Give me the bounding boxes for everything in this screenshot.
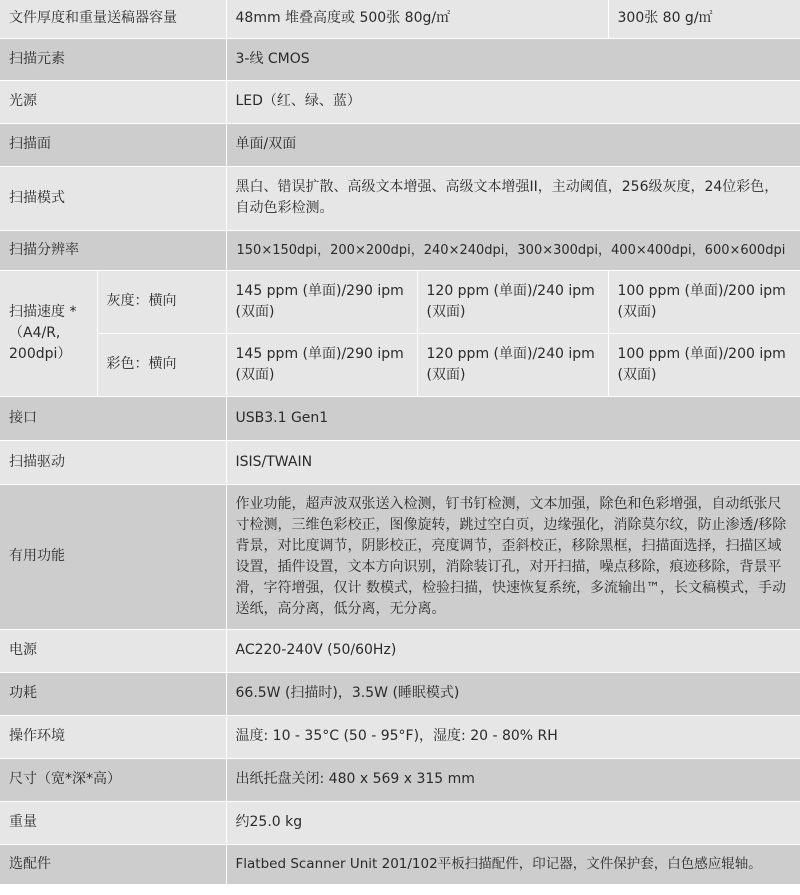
value-power: AC220-240V (50/60Hz)	[226, 629, 800, 672]
label-features: 有用功能	[0, 484, 226, 629]
value-speed-color-1: 145 ppm (单面)/290 ipm (双面)	[226, 333, 417, 396]
row-speed-color	[0, 333, 800, 396]
label-capacity: 文件厚度和重量送稿器容量	[0, 0, 226, 38]
label-environment: 操作环境	[0, 715, 226, 758]
value-resolution: 150×150dpi，200×200dpi，240×240dpi，300×300dpi，400×400dpi，600×600dpi	[226, 230, 800, 270]
row-power	[0, 629, 800, 672]
value-weight: 约25.0 kg	[226, 801, 800, 844]
row-resolution	[0, 230, 800, 270]
value-options: Flatbed Scanner Unit 201/102平板扫描配件，印记器，文件保护套，白色感应辊轴。	[226, 844, 800, 884]
value-capacity-a: 48mm 堆叠高度或 500张 80g/㎡	[226, 0, 608, 38]
label-speed-gray: 灰度：横向	[97, 270, 226, 333]
label-resolution: 扫描分辨率	[0, 230, 226, 270]
value-scan-side: 单面/双面	[226, 123, 800, 166]
row-scan-mode	[0, 166, 800, 230]
value-consumption: 66.5W (扫描时)，3.5W (睡眠模式)	[226, 672, 800, 715]
label-consumption: 功耗	[0, 672, 226, 715]
value-speed-gray-1: 145 ppm (单面)/290 ipm (双面)	[226, 270, 417, 333]
row-features	[0, 484, 800, 629]
label-scan-mode: 扫描模式	[0, 166, 226, 230]
label-interface: 接口	[0, 396, 226, 440]
row-sensor	[0, 38, 800, 80]
label-sensor: 扫描元素	[0, 38, 226, 80]
label-driver: 扫描驱动	[0, 440, 226, 484]
value-light-source: LED（红、绿、蓝）	[226, 80, 800, 123]
row-speed-gray	[0, 270, 800, 333]
row-dimensions	[0, 758, 800, 801]
row-environment	[0, 715, 800, 758]
label-options: 选配件	[0, 844, 226, 884]
value-driver: ISIS/TWAIN	[226, 440, 800, 484]
row-light-source	[0, 80, 800, 123]
row-weight	[0, 801, 800, 844]
value-sensor: 3-线 CMOS	[226, 38, 800, 80]
label-dimensions: 尺寸（宽*深*高）	[0, 758, 226, 801]
value-environment: 温度: 10 - 35°C (50 - 95°F)，湿度: 20 - 80% RH	[226, 715, 800, 758]
label-scan-speed: 扫描速度 * （A4/R, 200dpi）	[0, 270, 97, 396]
row-options	[0, 844, 800, 884]
row-consumption	[0, 672, 800, 715]
value-scan-mode: 黑白、错误扩散、高级文本增强、高级文本增强II，主动阈值，256级灰度，24位彩色，自动色彩检测。	[226, 166, 800, 230]
value-speed-color-2: 120 ppm (单面)/240 ipm (双面)	[417, 333, 608, 396]
label-light-source: 光源	[0, 80, 226, 123]
value-features: 作业功能，超声波双张送入检测，钉书钉检测，文本加强，除色和色彩增强，自动纸张尺寸检测，三维色彩校正，图像旋转，跳过空白页，边缘强化，消除莫尔纹，防止渗透/移除背景，对比度调节，阴影校正，亮度调节，歪斜校正，移除黑框，扫描面选择，扫描区域设置，插件设置，文本方向识别，消除装订孔，对开扫描，噪点移除，痕迹移除，背景平滑，字符增强，仅计 数模式，检验扫描，快速恢复系统，多流输出™，长文稿模式，手动送纸，高分离，低分离，无分离。	[226, 484, 800, 629]
value-speed-gray-2: 120 ppm (单面)/240 ipm (双面)	[417, 270, 608, 333]
label-weight: 重量	[0, 801, 226, 844]
value-capacity-b: 300张 80 g/㎡	[608, 0, 800, 38]
label-speed-color: 彩色：横向	[97, 333, 226, 396]
value-speed-gray-3: 100 ppm (单面)/200 ipm (双面)	[608, 270, 800, 333]
row-scan-side	[0, 123, 800, 166]
row-capacity	[0, 0, 800, 38]
value-speed-color-3: 100 ppm (单面)/200 ipm (双面)	[608, 333, 800, 396]
row-interface	[0, 396, 800, 440]
label-power: 电源	[0, 629, 226, 672]
value-dimensions: 出纸托盘关闭: 480 x 569 x 315 mm	[226, 758, 800, 801]
label-scan-side: 扫描面	[0, 123, 226, 166]
row-driver	[0, 440, 800, 484]
value-interface: USB3.1 Gen1	[226, 396, 800, 440]
